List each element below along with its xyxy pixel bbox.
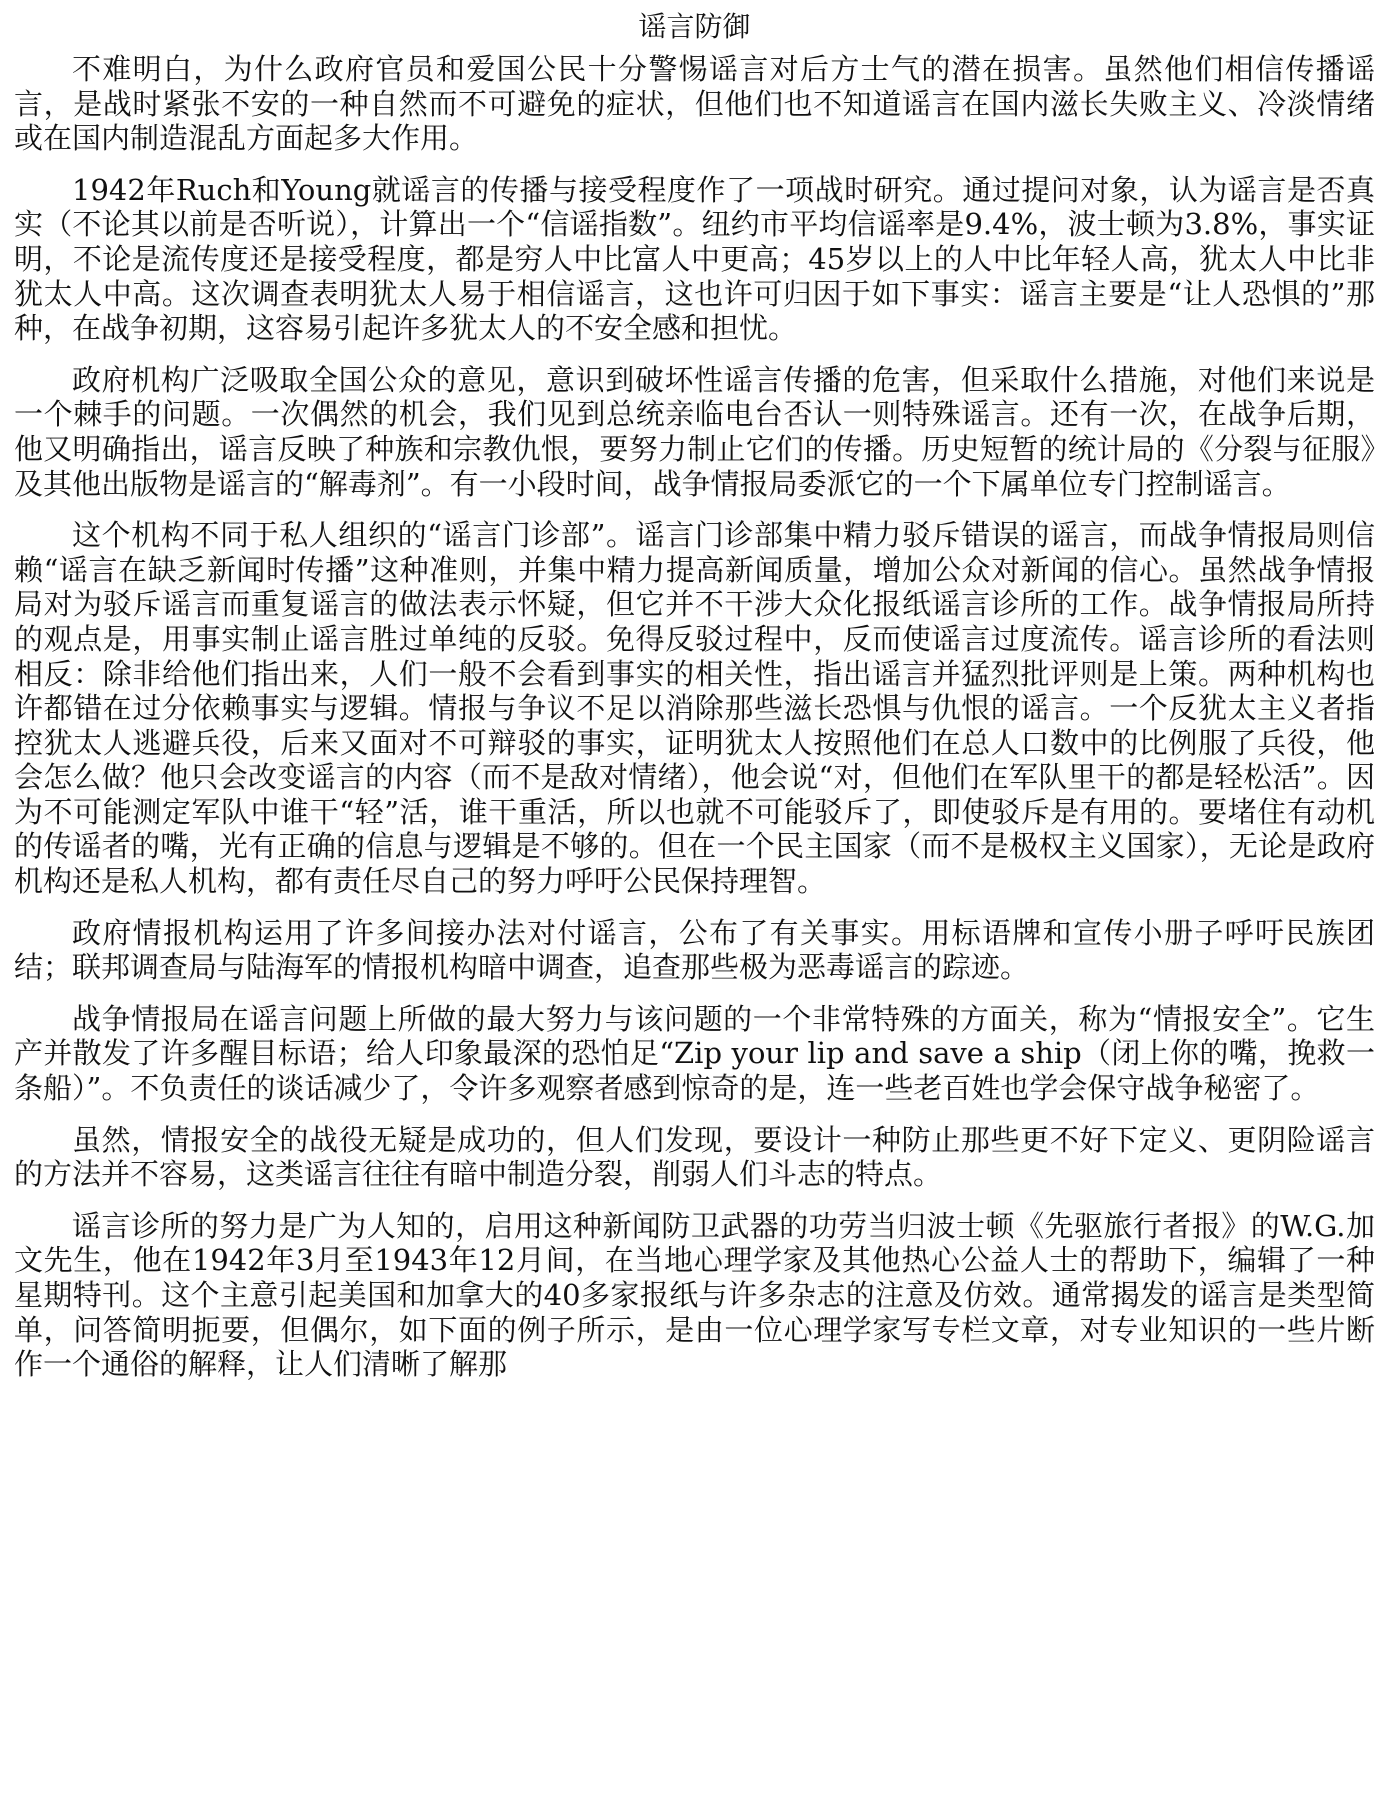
paragraph-4: 这个机构不同于私人组织的“谣言门诊部”。谣言门诊部集中精力驳斥错误的谣言，而战争情报局则信赖“谣言在缺乏新闻时传播”这种准则，并集中精力提高新闻质量，增加公众对新闻的信心。虽然战争情报局对为驳斥谣言而重复谣言的做法表示怀疑，但它并不干涉大众化报纸谣言诊所的工作。战争情报局所持的观点是，用事实制止谣言胜过单纯的反驳。免得反驳过程中，反而使谣言过度流传。谣言诊所的看法则相反：除非给他们指出来，人们一般不会看到事实的相关性，指出谣言并猛烈批评则是上策。两种机构也许都错在过分依赖事实与逻辑。情报与争议不足以消除那些滋长恐惧与仇恨的谣言。一个反犹太主义者指控犹太人逃避兵役，后来又面对不可辩驳的事实，证明犹太人按照他们在总人口数中的比例服了兵役，他会怎么做？他只会改变谣言的内容（而不是敌对情绪），他会说“对，但他们在军队里干的都是轻松活”。因为不可能测定军队中谁干“轻”活，谁干重活，所以也就不可能驳斥了，即使驳斥是有用的。要堵住有动机的传谣者的嘴，光有正确的信息与逻辑是不够的。但在一个民主国家（而不是极权主义国家），无论是政府机构还是私人机构，都有责任尽自己的努力呼吁公民保持理智。 [14,518,1375,899]
paragraph-5: 政府情报机构运用了许多间接办法对付谣言，公布了有关事实。用标语牌和宣传小册子呼吁民族团结；联邦调查局与陆海军的情报机构暗中调查，追查那些极为恶毒谣言的踪迹。 [14,915,1375,985]
paragraph-2: 1942年Ruch和Young就谣言的传播与接受程度作了一项战时研究。通过提问对象，认为谣言是否真实（不论其以前是否听说），计算出一个“信谣指数”。纽约市平均信谣率是9.4%，波士顿为3.8%，事实证明，不论是流传度还是接受程度，都是穷人中比富人中更高；45岁以上的人中比年轻人高，犹太人中比非犹太人中高。这次调查表明犹太人易于相信谣言，这也许可归因于如下事实：谣言主要是“让人恐惧的”那种，在战争初期，这容易引起许多犹太人的不安全感和担忧。 [14,172,1375,346]
paragraph-7: 虽然，情报安全的战役无疑是成功的，但人们发现，要设计一种防止那些更不好下定义、更阴险谣言的方法并不容易，这类谣言往往有暗中制造分裂，削弱人们斗志的特点。 [14,1122,1375,1192]
paragraph-1: 不难明白，为什么政府官员和爱国公民十分警惕谣言对后方士气的潜在损害。虽然他们相信传播谣言，是战时紧张不安的一种自然而不可避免的症状，但他们也不知道谣言在国内滋长失败主义、冷淡情绪或在国内制造混乱方面起多大作用。 [14,52,1375,156]
paragraph-6: 战争情报局在谣言问题上所做的最大努力与该问题的一个非常特殊的方面关，称为“情报安全”。它生产并散发了许多醒目标语；给人印象最深的恐怕足“Zip your lip and save a ship（闭上你的嘴，挽救一条船）”。不负责任的谈话减少了，令许多观察者感到惊奇的是，连一些老百姓也学会保守战争秘密了。 [14,1001,1375,1106]
paragraph-8: 谣言诊所的努力是广为人知的，启用这种新闻防卫武器的功劳当归波士顿《先驱旅行者报》的W.G.加文先生，他在1942年3月至1943年12月间，在当地心理学家及其他热心公益人士的帮助下，编辑了一种星期特刊。这个主意引起美国和加拿大的40多家报纸与许多杂志的注意及仿效。通常揭发的谣言是类型简单，问答简明扼要，但偶尔，如下面的例子所示，是由一位心理学家写专栏文章，对专业知识的一些片断作一个通俗的解释，让人们清晰了解那 [14,1208,1375,1382]
document-title: 谣言防御 [638,10,751,43]
document-page [14,8,1375,1399]
paragraph-3: 政府机构广泛吸取全国公众的意见，意识到破坏性谣言传播的危害，但采取什么措施，对他们来说是一个棘手的问题。一次偶然的机会，我们见到总统亲临电台否认一则特殊谣言。还有一次，在战争后期，他又明确指出，谣言反映了种族和宗教仇恨，要努力制止它们的传播。历史短暂的统计局的《分裂与征服》及其他出版物是谣言的“解毒剂”。有一小段时间，战争情报局委派它的一个下属单位专门控制谣言。 [14,362,1375,501]
